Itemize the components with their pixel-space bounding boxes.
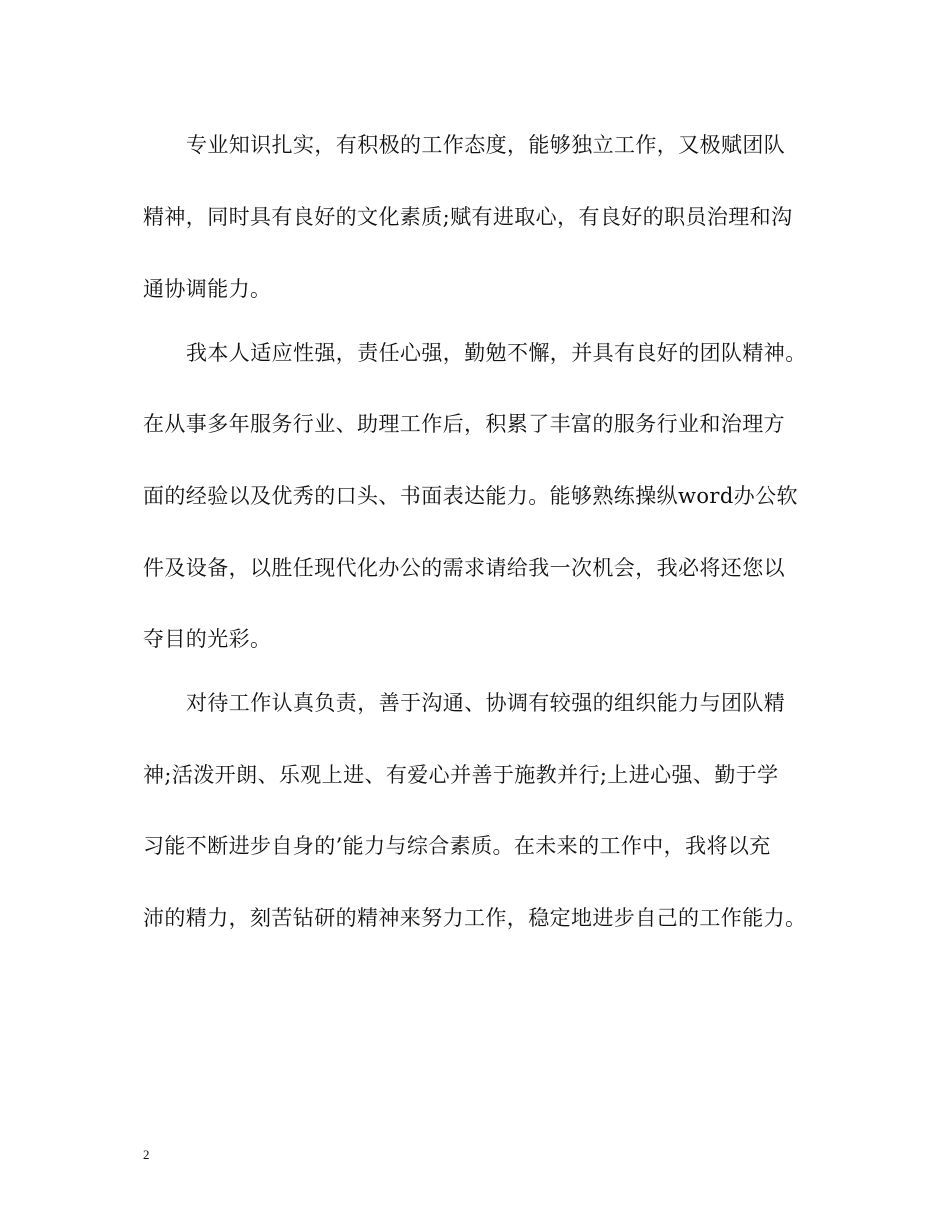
page-number: 2 [143, 1147, 150, 1162]
paragraph-1-line-2: 精神，同时具有良好的文化素质;赋有进取心，有良好的职员治理和沟 [143, 205, 793, 229]
paragraph-2-line-3: 面的经验以及优秀的口头、书面表达能力。能够熟练操纵word办公软 [143, 484, 798, 508]
paragraph-1-line-1: 专业知识扎实，有积极的工作态度，能够独立工作，又极赋团队 [186, 133, 786, 157]
paragraph-2-line-5: 夺目的光彩。 [143, 627, 272, 651]
paragraph-3-line-2: 神;活泼开朗、乐观上进、有爱心并善于施教并行;上进心强、勤于学 [143, 763, 779, 787]
paragraph-3-line-4: 沛的精力，刻苦钻研的精神来努力工作，稳定地进步自己的工作能力。 [143, 906, 807, 930]
paragraph-2-line-4: 件及设备，以胜任现代化办公的需求请给我一次机会，我必将还您以 [143, 556, 785, 580]
paragraph-2-line-2: 在从事多年服务行业、助理工作后，积累了丰富的服务行业和治理方 [143, 412, 785, 436]
paragraph-3-line-1: 对待工作认真负责，善于沟通、协调有较强的组织能力与团队精 [186, 691, 786, 715]
paragraph-2-line-1: 我本人适应性强，责任心强，勤勉不懈，并具有良好的团队精神。 [186, 341, 807, 365]
paragraph-1-line-3: 通协调能力。 [143, 277, 272, 301]
paragraph-3-line-3: 习能不断进步自身的’能力与综合素质。在未来的工作中，我将以充 [143, 834, 771, 858]
